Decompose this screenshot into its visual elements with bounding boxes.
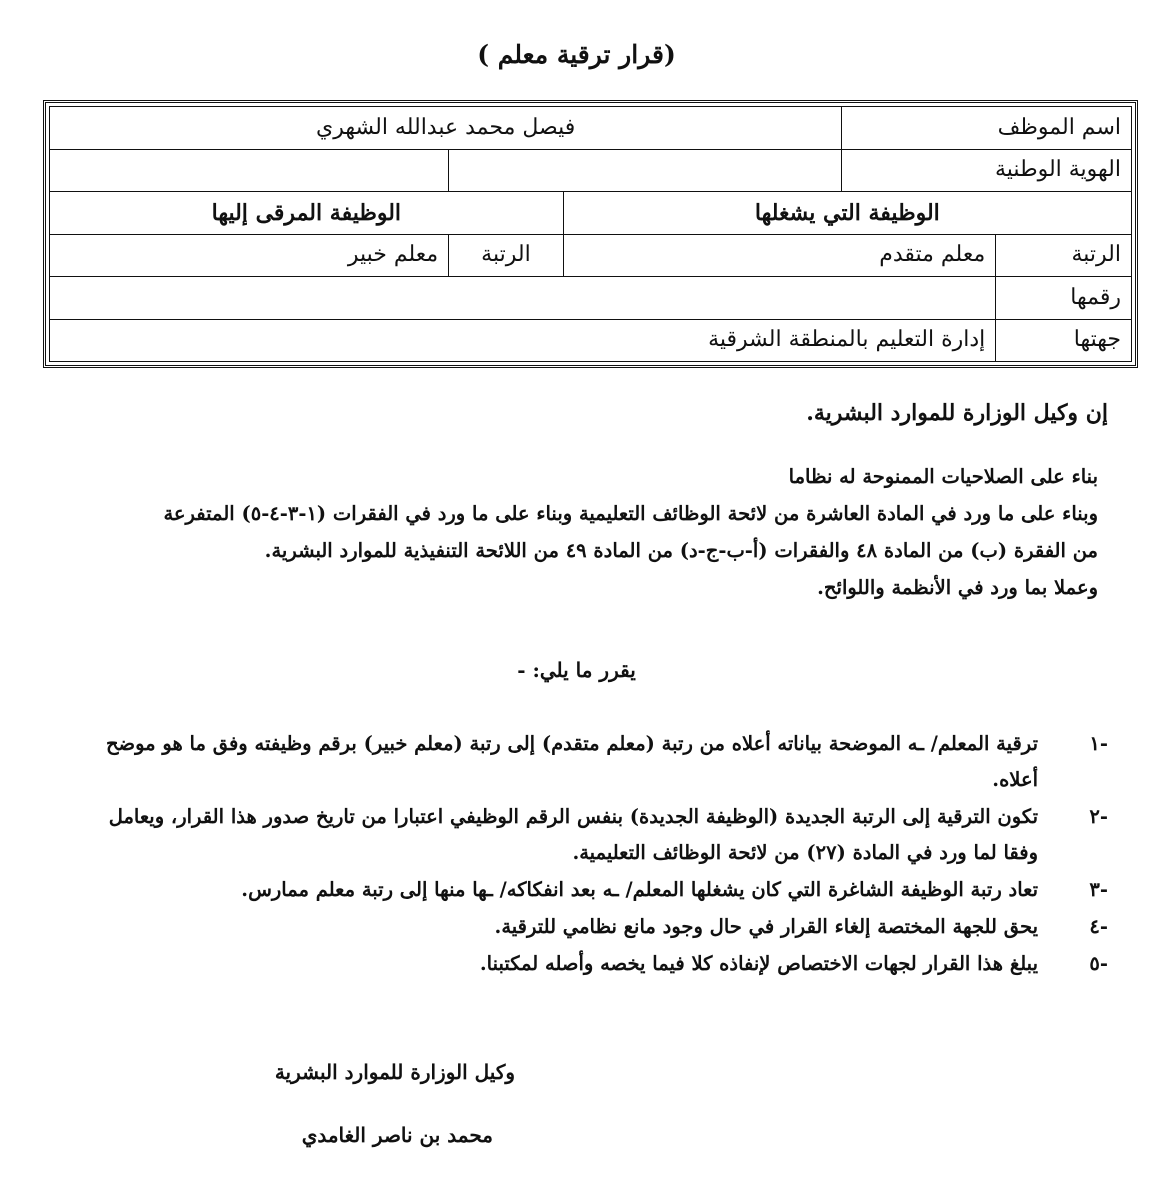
decision-items — [78, 726, 1108, 983]
promoted-rank-value: معلم خبير — [50, 234, 449, 277]
decision-item — [78, 946, 1108, 982]
basis-line: وعملا بما ورد في الأنظمة واللوائح. — [817, 576, 1098, 599]
promoted-rank-label: الرتبة — [449, 234, 563, 277]
item-number: -٥ — [1089, 952, 1108, 975]
item-text: يحق للجهة المختصة إلغاء القرار في حال وجود مانع نظامي للترقية. — [494, 915, 1038, 938]
employee-info-frame — [43, 100, 1138, 368]
row-number — [50, 277, 1132, 320]
document-title: (قرار ترقية معلم ) — [477, 40, 676, 69]
item-text: تعاد رتبة الوظيفة الشاغرة التي كان يشغلها المعلم/ ـه بعد انفكاكه/ ـها منها إلى رتبة معلم ممارس. — [241, 878, 1038, 901]
national-id-label: الهوية الوطنية — [842, 149, 1132, 192]
item-number: -٣ — [1089, 878, 1108, 901]
signature-name: محمد بن ناصر الغامدي — [301, 1123, 493, 1147]
employee-info-table — [49, 106, 1132, 362]
basis-paragraph — [48, 458, 1098, 606]
row-employee-name — [50, 107, 1132, 150]
promoted-job-header: الوظيفة المرقى إليها — [50, 192, 564, 235]
decision-item — [78, 726, 1108, 798]
signature-title: وكيل الوزارة للموارد البشرية — [274, 1060, 515, 1084]
row-job-headers — [50, 192, 1132, 235]
row-national-id — [50, 149, 1132, 192]
decision-item — [78, 799, 1108, 871]
national-id-extra — [50, 149, 449, 192]
decision-item — [78, 909, 1108, 945]
current-job-header: الوظيفة التي يشغلها — [563, 192, 1131, 235]
basis-line: بناء على الصلاحيات الممنوحة له نظاما — [788, 465, 1098, 488]
row-entity — [50, 319, 1132, 362]
item-number: -٤ — [1089, 915, 1108, 938]
number-value — [50, 277, 996, 320]
current-rank-value: معلم متقدم — [563, 234, 996, 277]
decides-heading: يقرر ما يلي: - — [517, 658, 636, 682]
employee-name-label: اسم الموظف — [842, 107, 1132, 150]
rank-label: الرتبة — [996, 234, 1132, 277]
row-rank — [50, 234, 1132, 277]
item-text: تكون الترقية إلى الرتبة الجديدة (الوظيفة الجديدة) بنفس الرقم الوظيفي اعتبارا من تاريخ صدور هذا القرار، ويعامل وفقا لما ورد في المادة (٢٧) من لائحة الوظائف التعليمية. — [108, 805, 1038, 864]
national-id-value — [449, 149, 842, 192]
item-number: -١ — [1089, 732, 1108, 755]
number-label: رقمها — [996, 277, 1132, 320]
item-text: ترقية المعلم/ ـه الموضحة بياناته أعلاه من رتبة (معلم متقدم) إلى رتبة (معلم خبير) برقم وظيفته وفق ما هو موضح أعلاه. — [105, 732, 1038, 791]
decision-item — [78, 872, 1108, 908]
entity-value: إدارة التعليم بالمنطقة الشرقية — [50, 319, 996, 362]
entity-label: جهتها — [996, 319, 1132, 362]
item-text: يبلغ هذا القرار لجهات الاختصاص لإنفاذه كلا فيما يخصه وأصله لمكتبنا. — [479, 952, 1038, 975]
employee-name-value: فيصل محمد عبدالله الشهري — [50, 107, 842, 150]
intro-line: إن وكيل الوزارة للموارد البشرية. — [806, 400, 1108, 426]
basis-line: من الفقرة (ب) من المادة ٤٨ والفقرات (أ-ب-ج-د) من المادة ٤٩ من اللائحة التنفيذية للموارد البشرية. — [264, 539, 1098, 562]
item-number: -٢ — [1089, 805, 1108, 828]
basis-line: وبناء على ما ورد في المادة العاشرة من لائحة الوظائف التعليمية وبناء على ما ورد في الفقرات (١-٣-٤-٥) المتفرعة — [163, 502, 1098, 525]
